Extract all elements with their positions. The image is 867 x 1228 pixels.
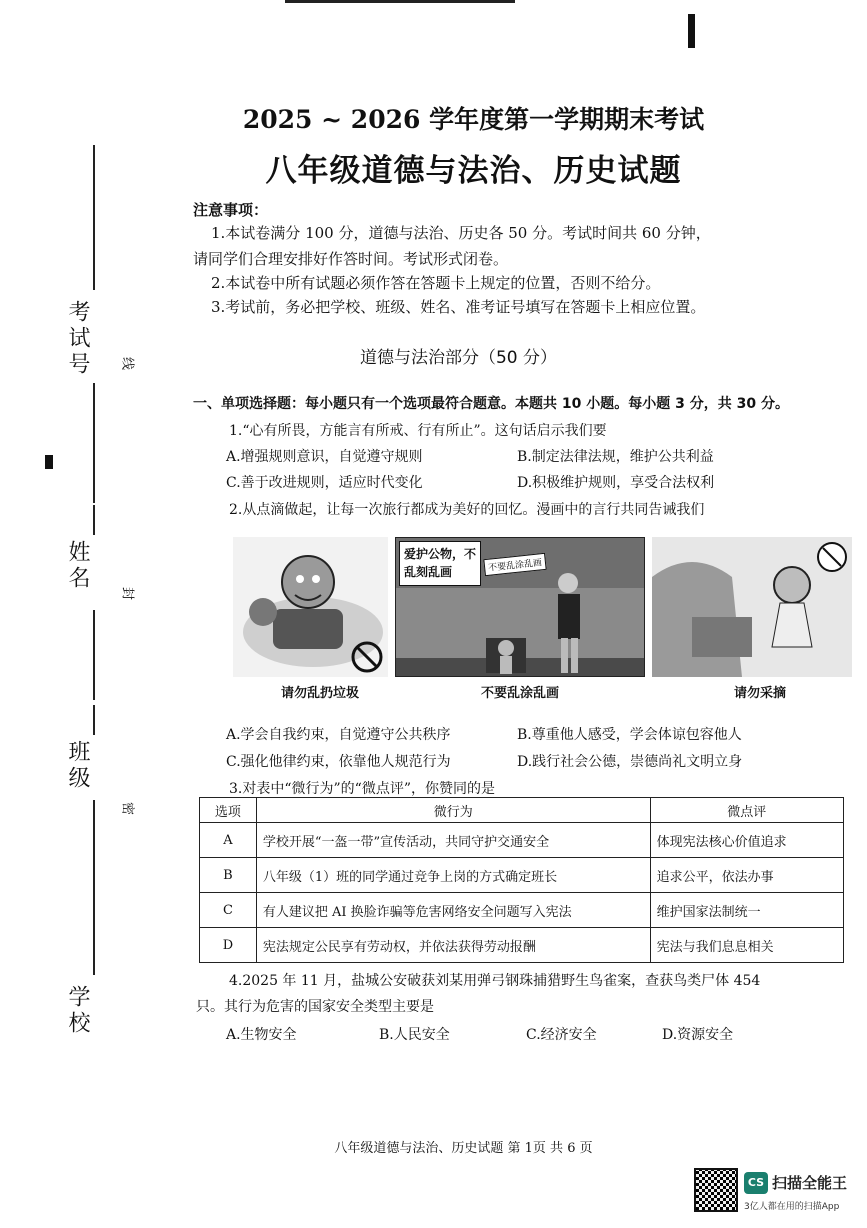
comic-panel-litter	[233, 537, 388, 677]
margin-line	[93, 383, 95, 503]
row-option: D	[200, 928, 257, 963]
q4-option-c: C.经济安全	[526, 1027, 597, 1043]
comic-caption-2: 不要乱涂乱画	[480, 686, 559, 701]
q4-option-b: B.人民安全	[379, 1027, 450, 1043]
question-3-stem: 3.对表中“微行为”的“微点评”，你赞同的是	[229, 781, 495, 797]
margin-label-name: 姓名	[65, 540, 90, 592]
behavior-table	[199, 797, 844, 963]
row-option: B	[200, 858, 257, 893]
header-option: 选项	[200, 798, 257, 823]
comic-speech-bubble: 爱护公物，不乱刻乱画	[399, 541, 481, 586]
header-comment: 微点评	[650, 798, 843, 823]
q1-option-b: B.制定法律法规，维护公共利益	[517, 449, 714, 465]
comic-panel-graffiti	[395, 537, 645, 677]
row-behavior: 宪法规定公民享有劳动权，并依法获得劳动报酬	[256, 928, 650, 963]
seal-char: 封	[122, 584, 135, 599]
table-row	[200, 928, 844, 963]
q2-option-a: A.学会自我约束，自觉遵守公共秩序	[226, 727, 451, 743]
row-comment: 宪法与我们息息相关	[650, 928, 843, 963]
q1-option-a: A.增强规则意识，自觉遵守规则	[226, 449, 423, 465]
row-comment: 体现宪法核心价值追求	[650, 823, 843, 858]
table-header-row	[200, 798, 844, 823]
margin-line	[93, 610, 95, 700]
notes-heading: 注意事项：	[193, 201, 269, 219]
question-2-stem: 2.从点滴做起，让每一次旅行都成为美好的回忆。漫画中的言行共同告诫我们	[229, 502, 705, 518]
section-title: 道德与法治部分（50 分）	[359, 348, 558, 368]
comic-sign: 不要乱涂乱画	[483, 553, 546, 576]
margin-label-school: 学校	[65, 985, 90, 1037]
page-footer: 八年级道德与法治、历史试题 第 1页 共 6 页	[334, 1141, 593, 1156]
margin-label-class: 班级	[65, 740, 90, 792]
question-4-stem-cont: 只。其行为危害的国家安全类型主要是	[196, 999, 434, 1015]
table-row	[200, 893, 844, 928]
seal-char: 密	[122, 799, 135, 814]
scanner-logo-icon: CS	[744, 1172, 768, 1194]
margin-line	[93, 800, 95, 975]
row-option: C	[200, 893, 257, 928]
notes-line: 3.考试前，务必把学校、班级、姓名、准考证号填写在答题卡上相应位置。	[211, 298, 706, 316]
row-behavior: 学校开展“一盔一带”宣传活动，共同守护交通安全	[256, 823, 650, 858]
margin-line	[93, 505, 95, 535]
q1-option-d: D.积极维护规则，享受合法权利	[517, 475, 715, 491]
seal-char: 线	[122, 354, 135, 369]
notes-line: 请同学们合理安排好作答时间。考试形式闭卷。	[193, 250, 509, 268]
q2-option-c: C.强化他律约束，依靠他人规范行为	[226, 754, 451, 770]
exam-title: 2025 ~ 2026 学年度第一学期期末考试	[242, 105, 705, 134]
q1-option-c: C.善于改进规则，适应时代变化	[226, 475, 423, 491]
comic-panel-picking	[652, 537, 852, 677]
table-row	[200, 858, 844, 893]
notes-line: 2.本试卷中所有试题必须作答在答题卡上规定的位置，否则不给分。	[211, 274, 661, 292]
comic-caption-3: 请勿采摘	[733, 686, 786, 701]
margin-label-exam-no: 考试号	[65, 300, 90, 378]
q2-option-d: D.践行社会公德，崇德尚礼文明立身	[517, 754, 743, 770]
q4-option-d: D.资源安全	[662, 1027, 734, 1043]
row-option: A	[200, 823, 257, 858]
row-behavior: 有人建议把 AI 换脸诈骗等危害网络安全问题写入宪法	[256, 893, 650, 928]
scan-edge-bar	[285, 0, 515, 3]
scanner-tagline: 3亿人都在用的扫描App	[744, 1202, 840, 1212]
part-heading: 一、单项选择题：每小题只有一个选项最符合题意。本题共 10 小题。每小题 3 分，共 30 分。	[193, 396, 789, 412]
q4-option-a: A.生物安全	[226, 1027, 297, 1043]
scanner-app-name: 扫描全能王	[772, 1174, 848, 1192]
qr-code-icon	[694, 1168, 738, 1212]
registration-mark-left	[45, 455, 53, 469]
row-comment: 维护国家法制统一	[650, 893, 843, 928]
paper-title: 八年级道德与法治、历史试题	[265, 153, 682, 189]
row-behavior: 八年级（1）班的同学通过竞争上岗的方式确定班长	[256, 858, 650, 893]
comic-caption-1: 请勿乱扔垃圾	[280, 686, 359, 701]
notes-line: 1.本试卷满分 100 分，道德与法治、历史各 50 分。考试时间共 60 分钟，	[211, 224, 711, 242]
header-behavior: 微行为	[256, 798, 650, 823]
question-4-stem: 4.2025 年 11 月，盐城公安破获刘某用弹弓钢珠捕猎野生鸟雀案，查获鸟类尸体 454	[229, 973, 761, 989]
table-row	[200, 823, 844, 858]
q2-option-b: B.尊重他人感受，学会体谅包容他人	[517, 727, 742, 743]
row-comment: 追求公平，依法办事	[650, 858, 843, 893]
question-1-stem: 1.“心有所畏，方能言有所戒、行有所止”。这句话启示我们要	[229, 423, 607, 439]
registration-mark	[688, 14, 695, 48]
margin-line	[93, 705, 95, 735]
